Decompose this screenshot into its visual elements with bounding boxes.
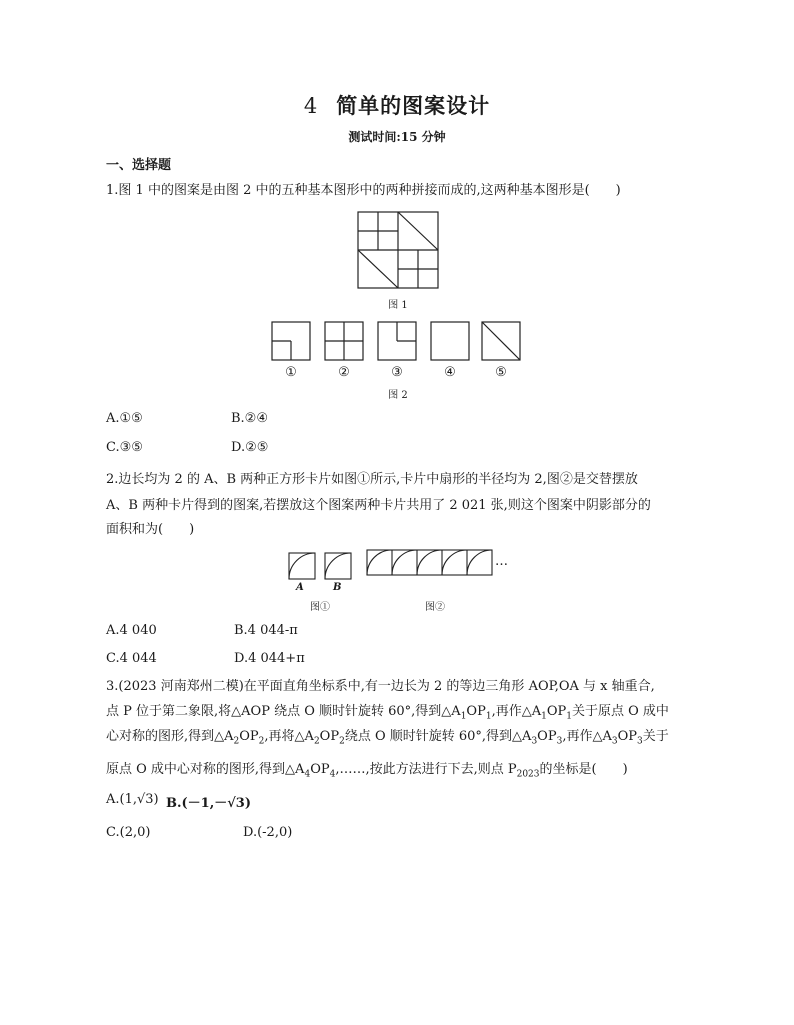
q2-line-3: 面积和为( ) [106,522,195,537]
section-heading: 一、选择题 [106,158,172,173]
shape-3 [378,322,416,360]
shape-label-3: ③ [391,365,403,380]
shape-label-5: ⑤ [495,365,507,380]
card-b [325,553,351,579]
shape-label-1: ① [285,365,297,380]
card-a-label: A [296,582,304,593]
q3-line-1: 3.(2023 河南郑州二模)在平面直角坐标系中,有一边长为 2 的等边三角形 AOP,OA 与 x 轴重合, [106,679,655,694]
page-title [0,90,794,120]
q3-option-a[interactable]: A.(1,√3) [106,792,159,807]
shape-4 [431,322,469,360]
q1-text: 1.图 1 中的图案是由图 2 中的五种基本图形中的两种拼接而成的,这两种基本图形是( ) [106,183,621,198]
shape-label-2: ② [338,365,350,380]
q3-option-b[interactable]: B.(－1,－√3) [166,796,251,811]
q2-option-b[interactable]: B.4 044-π [234,623,298,638]
lesson-number: 4 [303,94,319,118]
q2-option-a[interactable]: A.4 040 [106,623,157,638]
q1-figure-1 [328,210,438,290]
strip-ellipsis: … [495,554,508,569]
q2-fig1-caption: 图① [310,602,330,613]
shape-1 [272,322,310,360]
shape-label-4: ④ [444,365,456,380]
shape-2 [325,322,363,360]
shape-5 [482,322,520,360]
q2-figure-strip [366,549,498,579]
q1-figure-2 [270,320,520,362]
q1-fig1-caption: 图 1 [388,300,408,311]
q3-option-d[interactable]: D.(-2,0) [243,825,293,840]
card-b-label: B [333,582,342,593]
q1-option-b[interactable]: B.②④ [231,411,268,426]
lesson-title: 简单的图案设计 [336,93,491,118]
q2-line-2: A、B 两种卡片得到的图案,若摆放这个图案两种卡片共用了 2 021 张,则这个图案中阴影部分的 [106,498,651,513]
q1-option-d[interactable]: D.②⑤ [231,440,269,455]
q2-figure-cards [288,552,354,582]
q1-option-a[interactable]: A.①⑤ [106,411,143,426]
q2-fig2-caption: 图② [425,602,445,613]
card-a [289,553,315,579]
q3-line-4: 原点 O 成中心对称的图形,得到$\triangle A_4OP_4,\dots\dots$,按此方法进行下去,则点 $P_{2023}$的坐标是( ) [106,762,628,780]
q2-option-c[interactable]: C.4 044 [106,651,157,666]
test-duration: 测试时间:15 分钟 [348,130,446,144]
q1-fig2-caption: 图 2 [388,390,408,401]
q3-option-c[interactable]: C.(2,0) [106,825,151,840]
q1-option-c[interactable]: C.③⑤ [106,440,143,455]
q2-line-1: 2.边长均为 2 的 A、B 两种正方形卡片如图①所示,卡片中扇形的半径均为 2,图②是交替摆放 [106,472,638,487]
q3-line-3: 心对称的图形,得到$\triangle A_2OP_2$,再将$\triangle A_2OP_2$绕点 O 顺时针旋转 60°,得到$\triangle A_3OP_3$,再作$\triangle A_3OP_3$关于 [106,729,669,747]
q2-option-d[interactable]: D.4 044+π [234,651,305,666]
q3-line-2: 点 P 位于第二象限,将△AOP 绕点 O 顺时针旋转 60°,得到$\triangle A_1OP_1$,再作$\triangle A_1OP_1$关于原点 O 成中 [106,704,669,722]
